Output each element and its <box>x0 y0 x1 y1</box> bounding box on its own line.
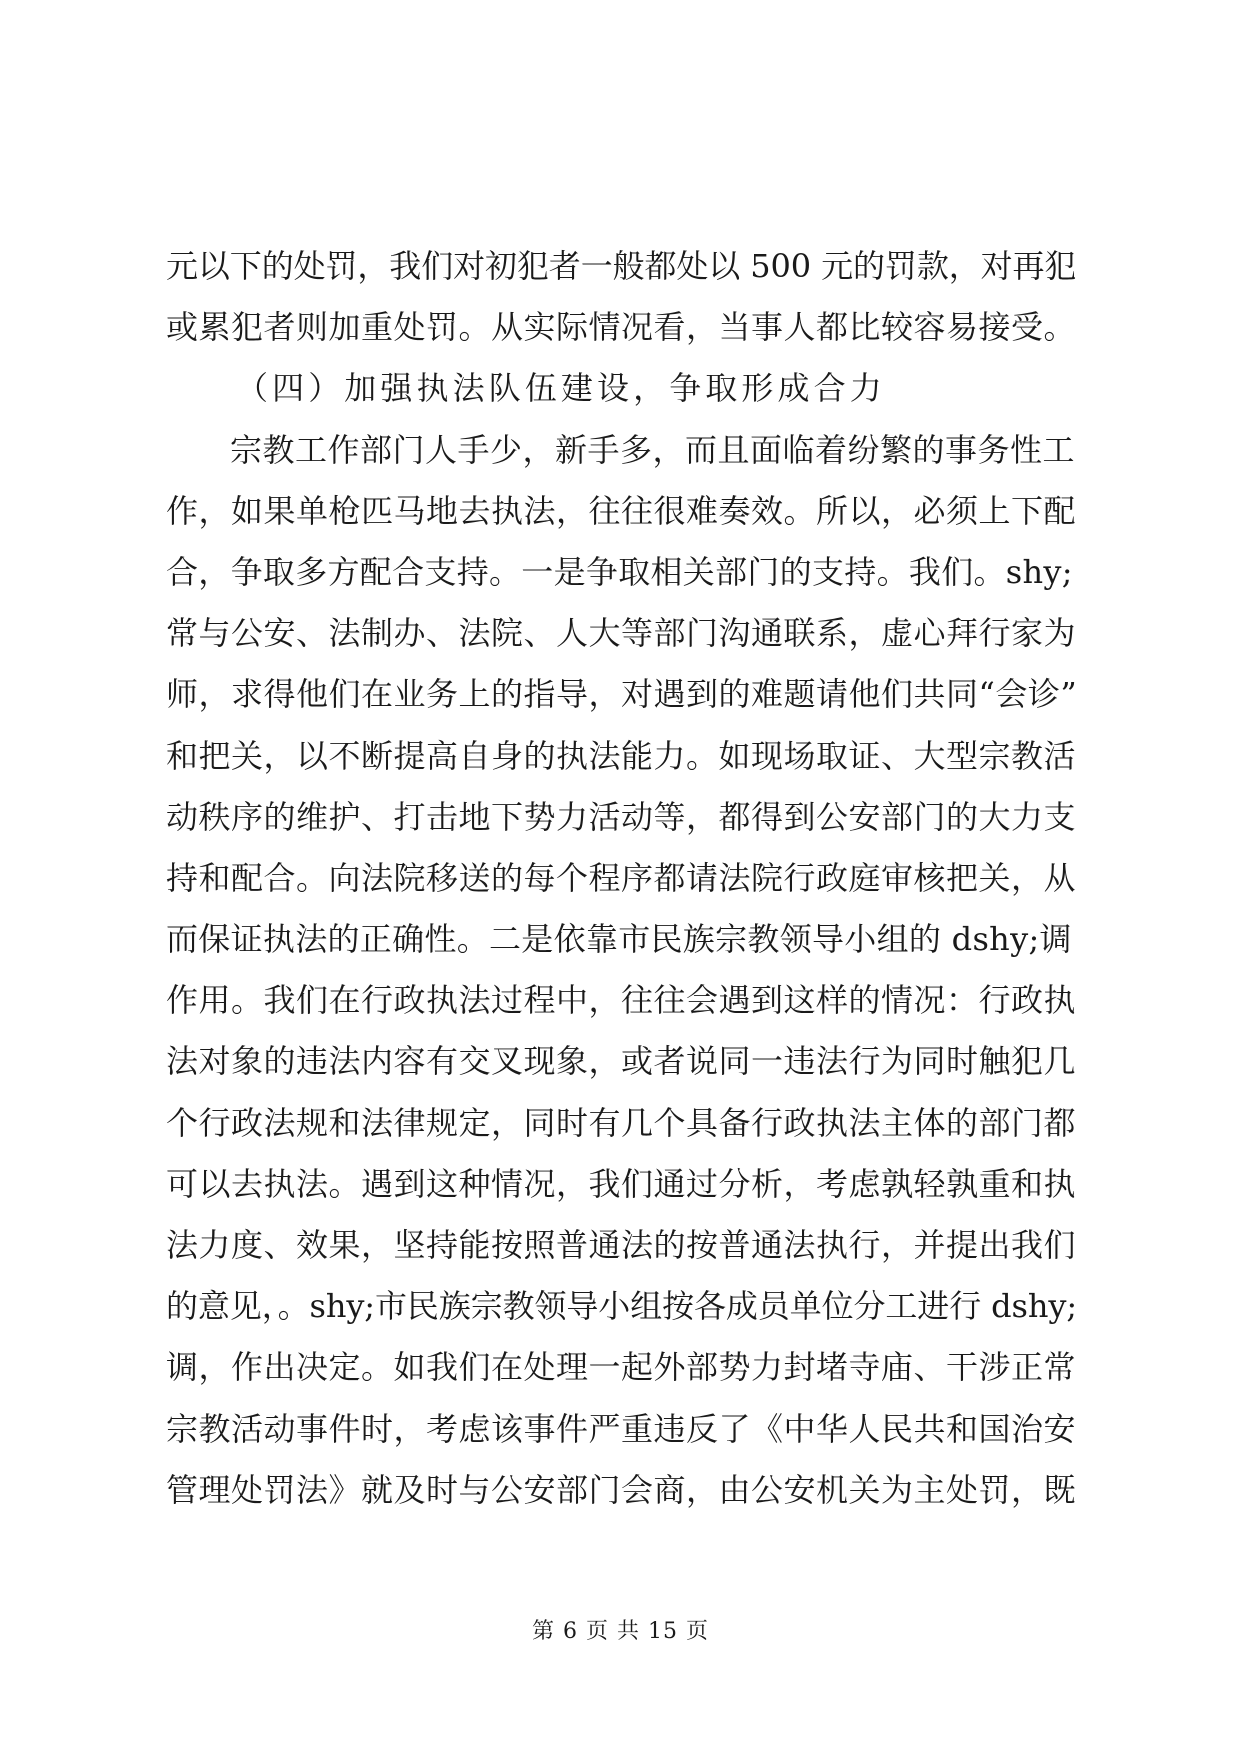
text-line: 法力度、效果，坚持能按照普通法的按普通法执行，并提出我们 <box>166 1226 1077 1264</box>
text-line: 或累犯者则加重处罚。从实际情况看，当事人都比较容易接受。 <box>166 308 1077 347</box>
page-footer <box>0 1614 1241 1645</box>
text-line: 可以去执法。遇到这种情况，我们通过分析，考虑孰轻孰重和执 <box>166 1164 1077 1203</box>
text-line: 常与公安、法制办、法院、人大等部门沟通联系，虚心拜行家为 <box>166 614 1077 653</box>
text-line: 师，求得他们在业务上的指导，对遇到的难题请他们共同“会诊” <box>166 675 1078 714</box>
text-line: 和把关，以不断提高自身的执法能力。如现场取证、大型宗教活 <box>166 736 1077 775</box>
text-line: 的意见，。shy;市民族宗教领导小组按各成员单位分工进行 dshy; <box>166 1287 1078 1326</box>
text-line: 作用。我们在行政执法过程中，往往会遇到这样的情况：行政执 <box>166 981 1077 1020</box>
text-line: 个行政法规和法律规定，同时有几个具备行政执法主体的部门都 <box>166 1103 1077 1142</box>
text-line: 而保证执法的正确性。二是依靠市民族宗教领导小组的 dshy;调 <box>166 920 1072 959</box>
section-heading: （四）加强执法队伍建设，争取形成合力 <box>236 369 886 408</box>
page-number-label: 第 6 页 共 15 页 <box>532 1619 709 1644</box>
text-line: 调，作出决定。如我们在处理一起外部势力封堵寺庙、干涉正常 <box>166 1348 1077 1387</box>
text-line: 管理处罚法》就及时与公安部门会商，由公安机关为主处罚，既 <box>166 1470 1077 1509</box>
text-line: 宗教活动事件时，考虑该事件严重违反了《中华人民共和国治安 <box>166 1409 1077 1448</box>
body-text <box>166 236 1076 1521</box>
paragraph-first-line: 宗教工作部门人手少，新手多，而且面临着纷繁的事务性工 <box>230 430 1076 469</box>
text-line: 作，如果单枪匹马地去执法，往往很难奏效。所以，必须上下配 <box>166 491 1077 530</box>
text-line: 法对象的违法内容有交叉现象，或者说同一违法行为同时触犯几 <box>166 1042 1077 1081</box>
text-line: 元以下的处罚，我们对初犯者一般都处以 500 元的罚款，对再犯 <box>166 247 1077 285</box>
text-line: 持和配合。向法院移送的每个程序都请法院行政庭审核把关，从 <box>166 858 1077 897</box>
text-line: 动秩序的维护、打击地下势力活动等，都得到公安部门的大力支 <box>166 797 1077 836</box>
text-line: 合，争取多方配合支持。一是争取相关部门的支持。我们。shy; <box>166 552 1073 591</box>
